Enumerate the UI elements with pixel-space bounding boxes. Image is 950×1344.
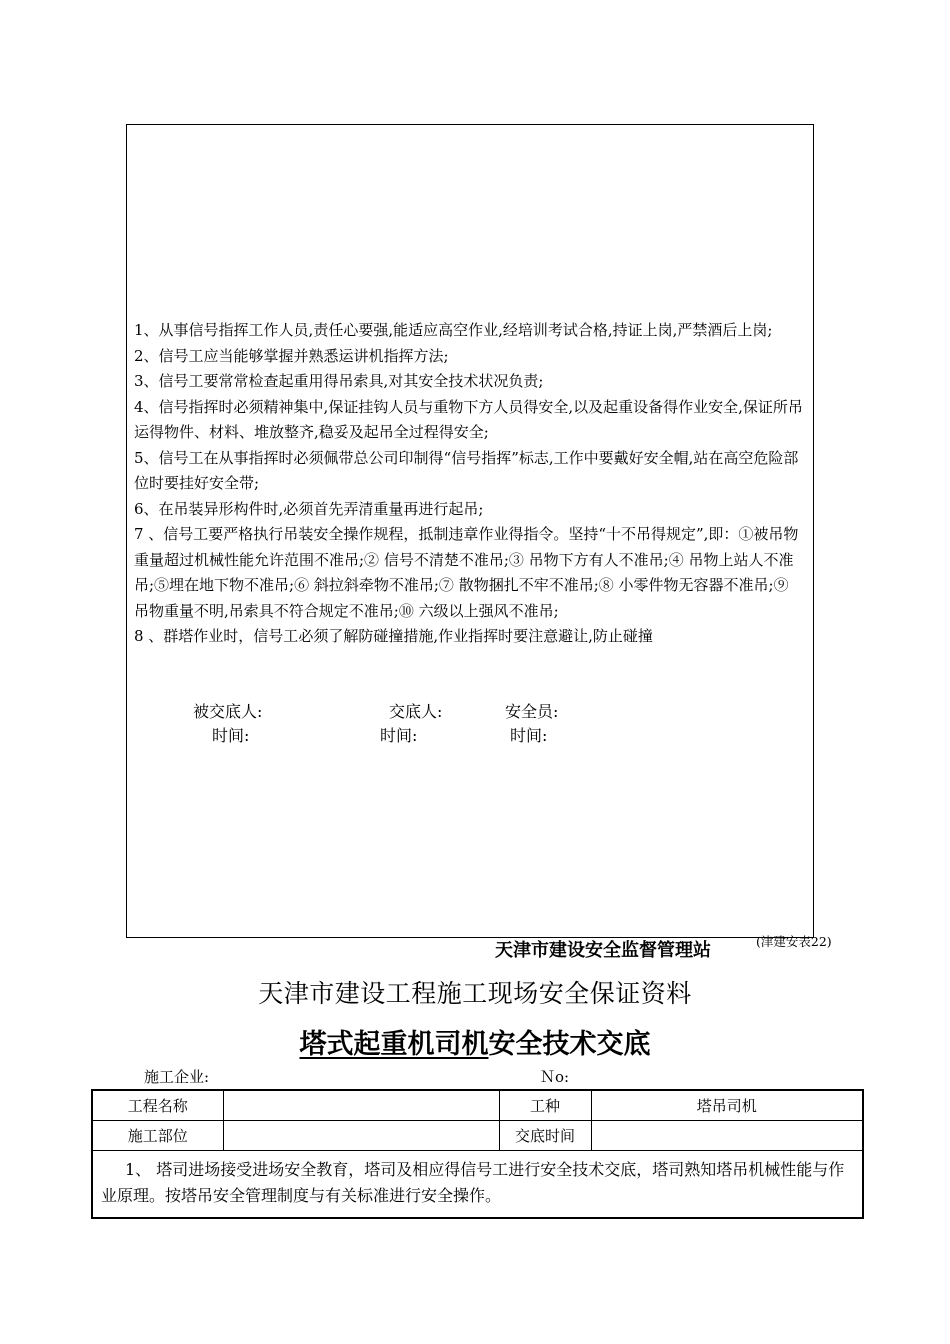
safety-item-5: 5、信号工在从事指挥时必须佩带总公司印制得“信号指挥”标志,工作中要戴好安全帽,站在高空危险部位时要挂好安全带; <box>134 448 799 492</box>
briefer-label: 交底人: <box>389 702 443 721</box>
safety-item-2: 2、信号工应当能够掌握并熟悉运讲机指挥方法; <box>134 346 449 365</box>
trade-value[interactable]: 塔吊司机 <box>591 1090 863 1121</box>
briefing-table <box>91 1089 864 1219</box>
recipient-time-label: 时间: <box>212 726 250 745</box>
safety-items <box>134 318 806 650</box>
title-rest: 安全技术交底 <box>488 1029 651 1060</box>
briefing-time-field[interactable] <box>591 1121 863 1151</box>
recipient-label: 被交底人: <box>193 702 263 721</box>
briefer-time-label: 时间: <box>380 726 418 745</box>
safety-item-4: 4、信号指挥时必须精神集中,保证挂钩人员与重物下方人员得安全,以及起重设备得作业安全,保证所吊运得物件、材料、堆放整齐,稳妥及起吊全过程得安全; <box>134 397 803 441</box>
org-name: 天津市建设安全监督管理站 <box>495 940 711 961</box>
company-label: 施工企业: <box>144 1068 210 1086</box>
briefing-content: 1、 塔司进场接受进场安全教育，塔司及相应得信号工进行安全技术交底，塔司熟知塔吊机械性能与作业原理。按塔吊安全管理制度与有关标准进行安全操作。 <box>92 1151 863 1219</box>
safety-item-6: 6、在吊装异形构件时,必须首先弄清重量再进行起吊; <box>134 499 484 518</box>
table-row <box>92 1151 863 1219</box>
briefing-time-label: 交底时间 <box>499 1121 591 1151</box>
table-row <box>92 1121 863 1151</box>
document-title <box>0 1022 950 1061</box>
form-number: (津建安表22) <box>756 934 832 949</box>
safety-item-7: 7 、信号工要严格执行吊装安全操作规程，抵制违章作业得指令。坚持“十不吊得规定”,即：①被吊物重量超过机械性能允许范围不准吊;② 信号不清楚不准吊;③ 吊物下方有人不准吊;④ 吊物上站人不准吊;⑤埋在地下物不准吊;⑥ 斜拉斜牵物不准吊;⑦ 散物捆扎不牢不准吊;⑧ 小零件物无容器不准吊;⑨ 吊物重量不明,吊索具不符合规定不准吊;⑩ 六级以上强风不准吊; <box>134 525 799 620</box>
location-label: 施工部位 <box>92 1121 223 1151</box>
safety-item-1: 1、从事信号指挥工作人员,责任心要强,能适应高空作业,经培训考试合格,持证上岗,严禁酒后上岗; <box>134 321 773 339</box>
title-underlined: 塔式起重机司机 <box>299 1029 489 1060</box>
safety-officer-label: 安全员: <box>505 702 559 721</box>
table-row <box>92 1090 863 1121</box>
trade-label: 工种 <box>499 1090 591 1121</box>
safety-item-3: 3、信号工要常常检查起重用得吊索具,对其安全技术状况负责; <box>134 372 544 390</box>
project-name-field[interactable] <box>223 1090 499 1121</box>
project-name-label: 工程名称 <box>92 1090 223 1121</box>
document-subtitle: 天津市建设工程施工现场安全保证资料 <box>258 979 692 1008</box>
number-label: Ｎo: <box>540 1068 570 1086</box>
safety-officer-time-label: 时间: <box>510 726 548 745</box>
location-field[interactable] <box>223 1121 499 1151</box>
safety-item-8: 8 、群塔作业时，信号工必须了解防碰撞措施,作业指挥时要注意避让,防止碰撞 <box>134 627 653 645</box>
